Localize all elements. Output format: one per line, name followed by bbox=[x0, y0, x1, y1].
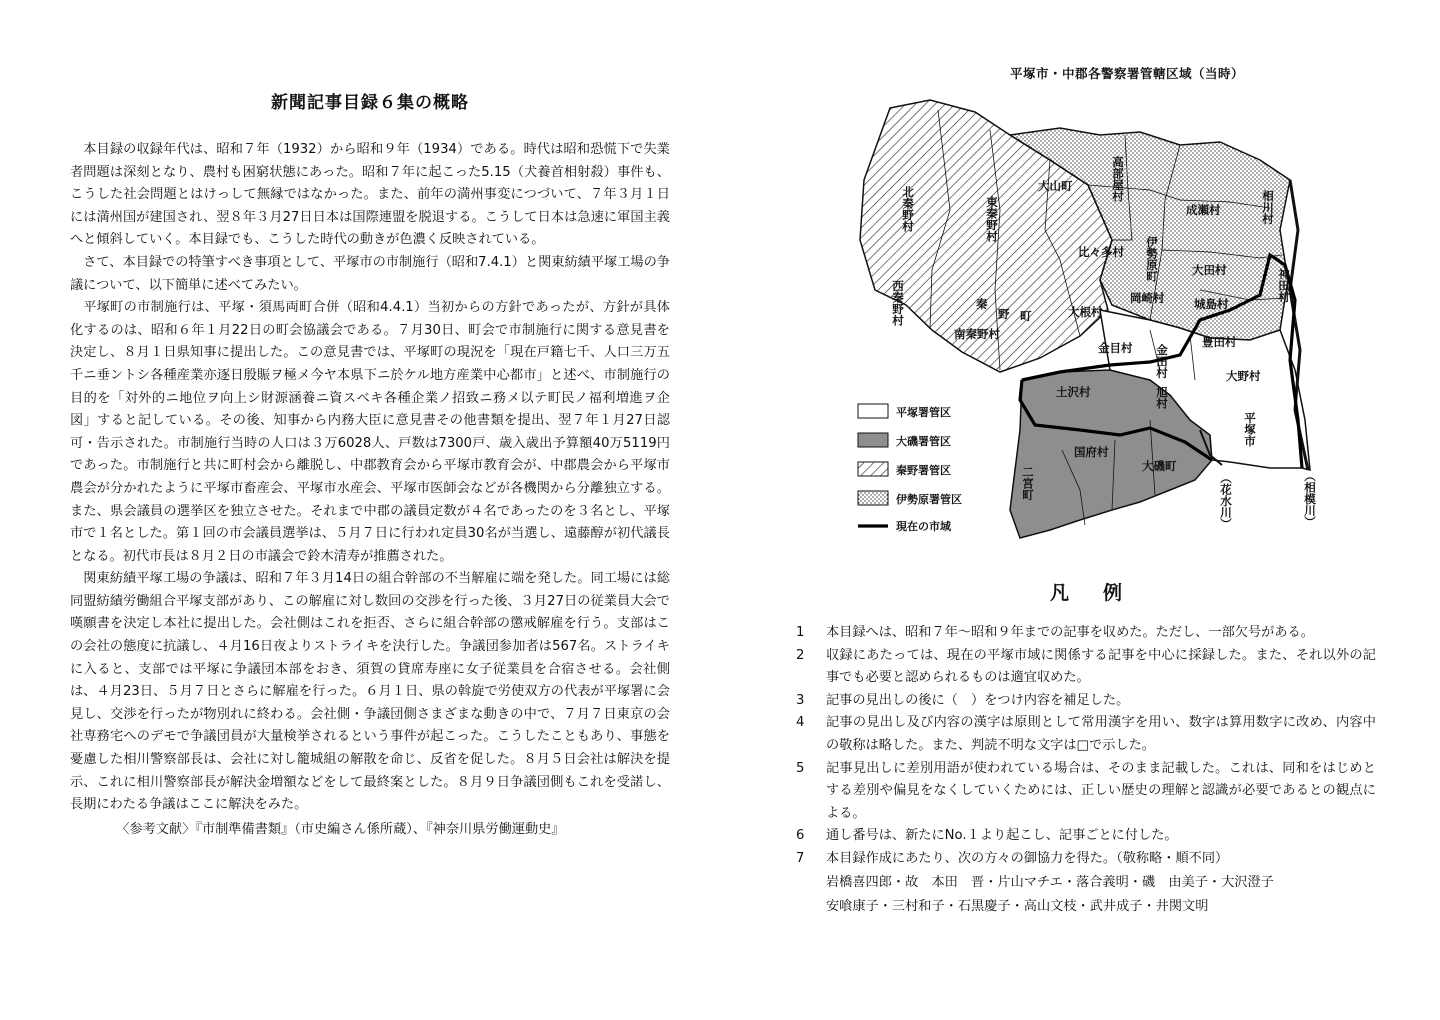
map-title: 平塚市・中郡各警察署管轄区域（当時） bbox=[1010, 66, 1245, 81]
map-label-ota: 大田村 bbox=[1192, 263, 1227, 277]
map-label-minamihadano: 南秦野村 bbox=[954, 327, 1000, 341]
list-item bbox=[796, 825, 1376, 848]
overview-paragraph: 平塚町の市制施行は、平塚・須馬両町合併（昭和4.4.1）当初からの方針であったが、方針が具体化するのは、昭和６年１月22日の町会協議会である。７月30日、町会で市制施行に関する意見書を決定し、８月１日県知事に提出した。この意見書では、平塚町の現況を「現在戸籍七千、人口三万五千ニ垂ントシ各種産業亦逐日殷賑ヲ極メ今ヤ本県下ニ於ケル地方産業中心都市」と述べ、市制施行の目的を「対外的ニ地位ヲ向上シ財源涵養ニ資スベキ各種企業ノ招致ニ務メ以テ町民ノ福利増進ヲ企図」すると記している。その後、知事から内務大臣に意見書その他書類を提出、翌７年１月27日認可・告示された。市制施行当時の人口は３万6028人、戸数は7300戸、歳入歳出予算額40万5119円であった。市制施行と共に町村会から離脱し、中郡教育会から平塚市教育会が、中郡農会から平塚市農会が分かれたように平塚市畜産会、平塚市水産会、平塚市医師会などが各機関から分離独立する。また、県会議員の選挙区を独立させた。それまで中郡の議員定数が４名であったのを３名とし、平塚市で１名とした。第１回の市会議員選挙は、５月７日に行われ定員30名が当選し、遠藤醇が初代議長となる。初代市長は８月２日の市議会で鈴木清寿が推薦された。 bbox=[70, 300, 670, 564]
legend-hadano: 秦野署管区 bbox=[896, 464, 951, 477]
list-item bbox=[796, 645, 1376, 690]
item-number: 4 bbox=[796, 715, 805, 731]
item-number: 2 bbox=[796, 647, 805, 663]
map-label-toyoda: 豊田村 bbox=[1202, 335, 1237, 349]
map-label-iseharamura: 伊勢原町 bbox=[1145, 236, 1159, 282]
map-label-tsuchisawa: 土沢村 bbox=[1056, 385, 1091, 399]
item-number: 5 bbox=[796, 760, 805, 776]
overview-paragraph: さて、本目録での特筆すべき事項として、平塚市の市制施行（昭和7.4.1）と関東紡績平塚工場の争議について、以下簡単に述べてみたい。 bbox=[70, 254, 670, 293]
map-label-hadano-no: 野 bbox=[998, 307, 1010, 321]
list-item bbox=[796, 690, 1376, 713]
overview-section bbox=[70, 88, 670, 841]
hanrei-list bbox=[796, 622, 1376, 919]
list-item bbox=[796, 848, 1376, 871]
map-label-shiroshima: 城島村 bbox=[1194, 297, 1229, 311]
map-label-nishihadano: 西秦野村 bbox=[891, 280, 905, 326]
hanrei-title: 凡例 bbox=[1050, 582, 1157, 604]
legend-oiso: 大磯署管区 bbox=[896, 435, 951, 448]
police-district-map bbox=[850, 90, 1330, 560]
map-legend bbox=[858, 404, 962, 533]
map-label-hadano-hata: 秦 bbox=[976, 297, 988, 311]
item-number: 3 bbox=[796, 692, 805, 708]
item-text: 通し番号は、新たにNo.１より起こし、記事ごとに付した。 bbox=[826, 828, 1178, 844]
map-label-ninomiya: 二宮町 bbox=[1021, 466, 1035, 501]
map-label-hanamizu: （花水川） bbox=[1219, 472, 1233, 530]
overview-title: 新聞記事目録６集の概略 bbox=[271, 93, 469, 113]
item-number: 1 bbox=[796, 625, 805, 640]
map-label-ono: 大野村 bbox=[1226, 369, 1261, 383]
map-label-takabeya: 高部屋村 bbox=[1111, 156, 1125, 202]
map-label-kanada: 金田村 bbox=[1155, 344, 1169, 379]
item-text: 記事見出しに差別用語が使われている場合は、そのまま記載した。これは、同和をはじめとする差別や偏見をなくしていくためには、正しい歴史の理解と認識が必要であるとの観点による。 bbox=[826, 760, 1376, 821]
map-label-oyama: 大山町 bbox=[1038, 179, 1073, 193]
item-text: 記事の見出しの後に（ ）をつけ内容を補足した。 bbox=[826, 692, 1130, 708]
legend-hiratsuka: 平塚署管区 bbox=[896, 406, 951, 419]
cooperator-line: 安喰康子・三村和子・石黒慶子・高山文枝・武井成子・井関文明 bbox=[826, 898, 1209, 914]
reference-note: 〈参考文献〉『市制準備書類』（市史編さん係所蔵）、『神奈川県労働運動史』 bbox=[116, 821, 565, 837]
overview-paragraph: 本目録の収録年代は、昭和７年（1932）から昭和９年（1934）である。時代は昭和恐慌下で失業者問題は深刻となり、農村も困窮状態にあった。昭和７年に起こった5.15（犬養首相射殺）事件も、こうした社会問題とはけっして無縁ではなかった。また、前年の満州事変につづいて、７年３月１日には満州国が建国され、翌８年３月27日日本は国際連盟を脱退する。こうして日本は急速に軍国主義へと傾斜していく。本目録でも、こうした時代の動きが色濃く反映されている。 bbox=[70, 142, 670, 248]
overview-paragraph: 関東紡績平塚工場の争議は、昭和７年３月14日の組合幹部の不当解雇に端を発した。同工場には総同盟紡績労働組合平塚支部があり、この解雇に対し数回の交渉を行った後、３月27日の従業員大会で嘆願書を決定し本社に提出した。会社側はこれを拒否、さらに組合幹部の懲戒解雇を行う。支部はこの会社の態度に抗議し、４月16日夜よりストライキを決行した。争議団参加者は567名。ストライキに入ると、支部では平塚に争議団本部をおき、須賀の貸席寿座に女子従業員を合宿させる。会社側は、４月23日、５月７日とさらに解雇を行った。６月１日、県の斡旋で労使双方の代表が平塚署に会見し、交渉を行ったが物別れに終わる。会社側・争議団側さまざまな動きの中で、７月７日東京の会社専務宅へのデモで争議団員が大量検挙されるという事件が起こった。こうしたこともあり、事態を憂慮した相川警察部長は、会社に対し籠城組の解散を命じ、反省を促した。８月５日会社は解決を提示、これに相川警察部長が解決金増額などをして最終案とした。８月９日争議団側もこれを受諾し、長期にわたる争議はここに解決をみた。 bbox=[70, 571, 670, 813]
list-item bbox=[796, 712, 1376, 757]
map-label-hadano-machi: 町 bbox=[1020, 309, 1032, 323]
item-text: 本目録作成にあたり、次の方々の御協力を得た。（敬称略・順不同） bbox=[826, 850, 1229, 866]
legend-current-city: 現在の市域 bbox=[896, 520, 951, 533]
list-item bbox=[796, 622, 1376, 645]
map-label-okazaki: 岡崎村 bbox=[1130, 291, 1165, 305]
item-text: 本目録へは、昭和７年～昭和９年までの記事を収めた。ただし、一部欠号がある。 bbox=[826, 625, 1314, 640]
map-label-kitahadano: 北秦野村 bbox=[901, 186, 915, 232]
map-label-sagami: （相模川） bbox=[1303, 470, 1317, 528]
map-label-hiratsuka: 平塚市 bbox=[1243, 412, 1257, 447]
item-text: 収録にあたっては、現在の平塚市域に関係する記事を中心に採録した。また、それ以外の記事でも必要と認められるものは適宜収めた。 bbox=[826, 647, 1376, 686]
item-number: 6 bbox=[796, 828, 805, 844]
map-label-kokufu: 国府村 bbox=[1074, 445, 1109, 459]
map-label-kanda: 神田村 bbox=[1277, 268, 1291, 303]
map-label-one: 大根村 bbox=[1068, 305, 1103, 319]
list-item bbox=[796, 758, 1376, 826]
item-number: 7 bbox=[796, 850, 805, 866]
map-label-kaneme: 金目村 bbox=[1098, 341, 1133, 355]
map-label-aikawa: 相川村 bbox=[1261, 190, 1275, 225]
map-label-narusawa: 成瀬村 bbox=[1186, 203, 1221, 217]
map-label-oiso: 大磯町 bbox=[1142, 459, 1177, 473]
map-label-hibita: 比々多村 bbox=[1078, 245, 1124, 259]
map-label-higashihadano: 東秦野村 bbox=[985, 196, 999, 242]
item-text: 記事の見出し及び内容の漢字は原則として常用漢字を用い、数字は算用数字に改め、内容中の敬称は略した。また、判読不明な文字は□で示した。 bbox=[826, 715, 1376, 753]
map-label-asahi: 旭村 bbox=[1155, 386, 1169, 409]
cooperator-line: 岩橋喜四郎・故 本田 晋・片山マチエ・落合義明・磯 由美子・大沢澄子 bbox=[826, 874, 1274, 890]
legend-isehara: 伊勢原署管区 bbox=[896, 493, 962, 506]
